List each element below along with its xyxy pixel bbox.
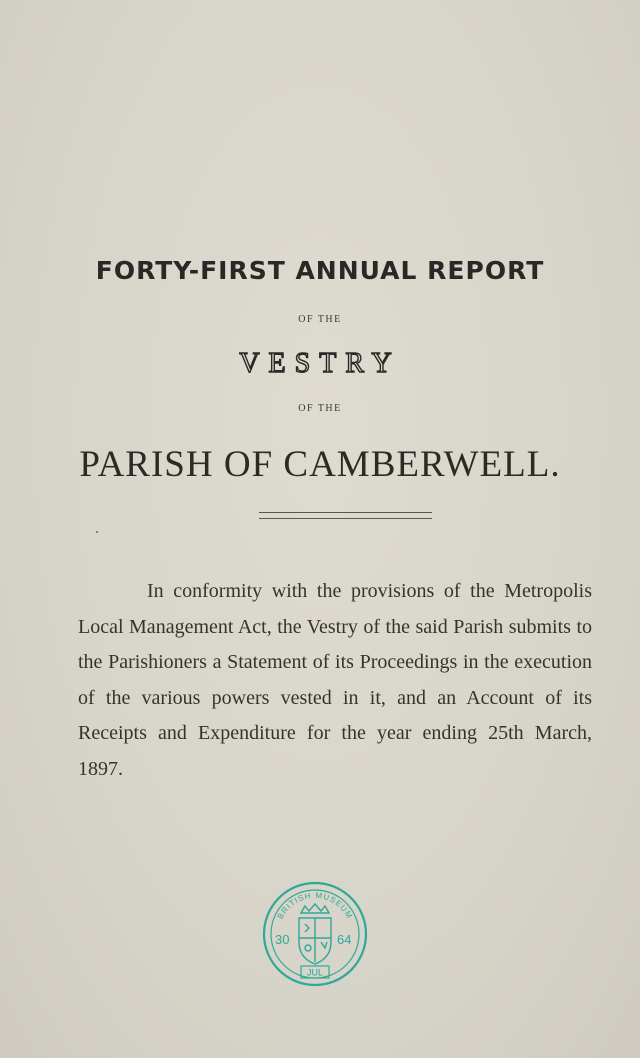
stamp-right-number: 64 — [337, 932, 352, 947]
parish-heading: PARISH OF CAMBERWELL. — [79, 444, 561, 485]
svg-text:BRITISH MUSEUM — [276, 891, 355, 921]
ink-speck — [96, 531, 98, 533]
intro-paragraph: In conformity with the provisions of the Metropolis Local Management Act, the Vestry of the said Parish submits to the Parishioners a Statement of its Proceedings in the execution of the various powers vested in it, and an Account of its Receipts and Expenditure for the year ending 25th March, 1897. — [78, 580, 592, 780]
double-rule-divider — [259, 512, 432, 519]
of-the-line-1: OF THE — [298, 314, 342, 325]
stamp-top-text: BRITISH MUSEUM — [275, 890, 355, 921]
stamp-month: JUL — [306, 967, 324, 978]
stamp-left-number: 30 — [275, 932, 290, 947]
vestry-heading: VESTRY — [239, 348, 401, 379]
of-the-line-2: OF THE — [298, 403, 342, 414]
museum-stamp-icon — [261, 880, 369, 988]
report-title: FORTY-FIRST ANNUAL REPORT — [95, 256, 545, 285]
